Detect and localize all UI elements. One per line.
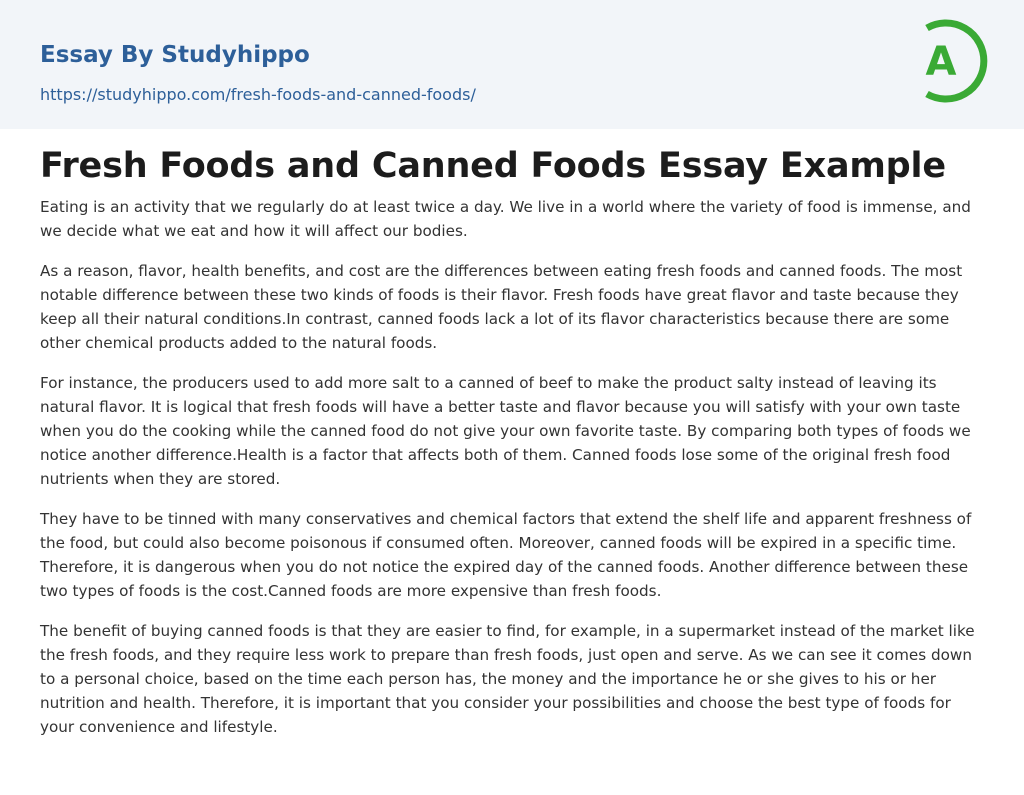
site-header [0,0,1024,129]
site-brand[interactable]: Essay By Studyhippo [40,42,310,68]
essay-paragraph: Eating is an activity that we regularly do at least twice a day. We live in a world where the variety of food is immense, and we decide what we eat and how it will affect our bodies. [40,198,971,240]
essay-title: Fresh Foods and Canned Foods Essay Example [40,146,946,186]
essay-body [40,195,984,755]
studyhippo-logo-icon[interactable] [903,18,989,104]
essay-paragraph: As a reason, flavor, health benefits, and cost are the differences between eating fresh foods and canned foods. The most notable difference between these two kinds of foods is their flavor. Fresh foods have great flavor and taste because they keep all their natural conditions.In contrast, canned foods lack a lot of its flavor characteristics because there are some other chemical products added to the natural foods. [40,262,963,352]
essay-paragraph: The benefit of buying canned foods is that they are easier to find, for example, in a supermarket instead of the market like the fresh foods, and they require less work to prepare than fresh foods, just open and serve. As we can see it comes down to a personal choice, based on the time each person has, the money and the importance he or she gives to his or her nutrition and health. Therefore, it is important that you consider your possibilities and choose the best type of foods for your convenience and lifestyle. [40,622,975,736]
essay-paragraph: They have to be tinned with many conservatives and chemical factors that extend the shelf life and apparent freshness of the food, but could also become poisonous if consumed often. Moreover, canned foods will be expired in a specific time. Therefore, it is dangerous when you do not notice the expired day of the canned foods. Another difference between these two types of foods is the cost.Canned foods are more expensive than fresh foods. [40,510,972,600]
essay-paragraph: For instance, the producers used to add more salt to a canned of beef to make the product salty instead of leaving its natural flavor. It is logical that fresh foods will have a better taste and flavor because you will satisfy with your own taste when you do the cooking while the canned food do not give your own favorite taste. By comparing both types of foods we notice another difference.Health is a factor that affects both of them. Canned foods lose some of the original fresh food nutrients when they are stored. [40,374,971,488]
logo-letter: A [925,39,957,85]
page-url-link[interactable]: https://studyhippo.com/fresh-foods-and-canned-foods/ [40,85,476,104]
